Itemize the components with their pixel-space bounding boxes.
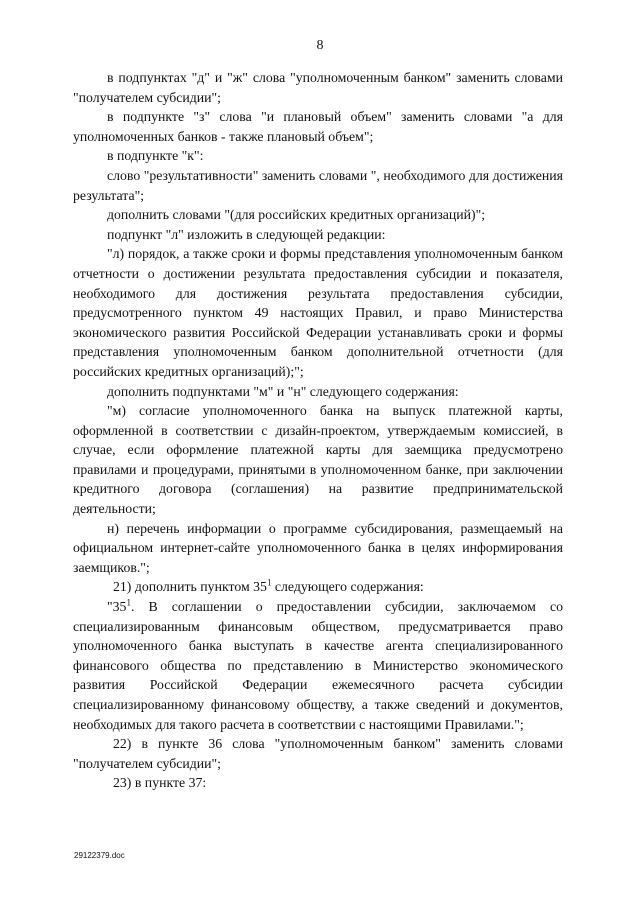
footer-filename: 29122379.doc xyxy=(74,851,125,860)
paragraph-21 xyxy=(73,577,563,597)
paragraph: дополнить словами "(для российских кредитных организаций)"; xyxy=(107,207,486,223)
paragraph: 23) в пункте 37: xyxy=(113,775,207,791)
paragraph: в подпункте "к": xyxy=(107,148,204,164)
paragraph: слово "результативности" заменить словами ", необходимого для достижения результата"; xyxy=(73,167,563,203)
page-number: 8 xyxy=(316,38,324,53)
paragraph-35-1 xyxy=(73,597,563,734)
paragraph: подпункт "л" изложить в следующей редакции: xyxy=(107,226,386,242)
p21-text: 21) дополнить пунктом 35 xyxy=(113,579,267,595)
paragraph: в подпункте "з" слова "и плановый объем" заменить словами "а для уполномоченных банков - также плановый объем"; xyxy=(73,109,563,144)
paragraph: н) перечень информации о программе субсидирования, размещаемый на официальном интернет-сайте уполномоченного банка в целях информирования заемщиков."; xyxy=(73,520,563,575)
p35-text: "35 xyxy=(107,599,127,615)
p21-sup: 1 xyxy=(266,577,272,588)
paragraph: 22) в пункте 36 слова "уполномоченным банком" заменить словами "получателем субсидии"; xyxy=(73,736,563,771)
p21-tail: следующего содержания: xyxy=(271,579,424,595)
p35-sup: 1 xyxy=(126,597,131,608)
paragraph: "м) согласие уполномоченного банка на выпуск платежной карты, оформленной в соответствии с дизайн-проектом, утверждаемым комиссией, в случае, если оформление платежной карты для заемщика предусмотрено правилами и процедурами, принятыми в уполномоченном банке, при заключении кредитного договора (соглашения) на развитие предпринимательской деятельности; xyxy=(73,403,563,517)
paragraph: "л) порядок, а также сроки и формы представления уполномоченным банком отчетности о достижении результата предоставления субсидии и показателя, необходимого для достижения результата предоставления субсидии, предусмотренного пунктом 49 настоящих Правил, и право Министерства экономического развития Российской Федерации устанавливать сроки и формы представления уполномоченным банком дополнительной отчетности (для российских кредитных организаций);"; xyxy=(73,246,563,379)
p35-tail: . В соглашении о предоставлении субсидии, заключаемом со специализированным финансовым обществом, предусматривается право уполномоченного банка выступать в качестве агента специализированного финансового общества по представлению в Министерство экономического развития Российской Федерации ежемесячного расчета субсидии специализированному финансовому обществу, а также сведений и документов, необходимых для такого расчета в соответствии с настоящими Правилами."; xyxy=(73,599,563,732)
document-body xyxy=(73,68,563,793)
paragraph: дополнить подпунктами "м" и "н" следующего содержания: xyxy=(107,383,459,399)
paragraph: в подпунктах "д" и "ж" слова "уполномоченным банком" заменить словами "получателем субсидии"; xyxy=(73,70,563,105)
